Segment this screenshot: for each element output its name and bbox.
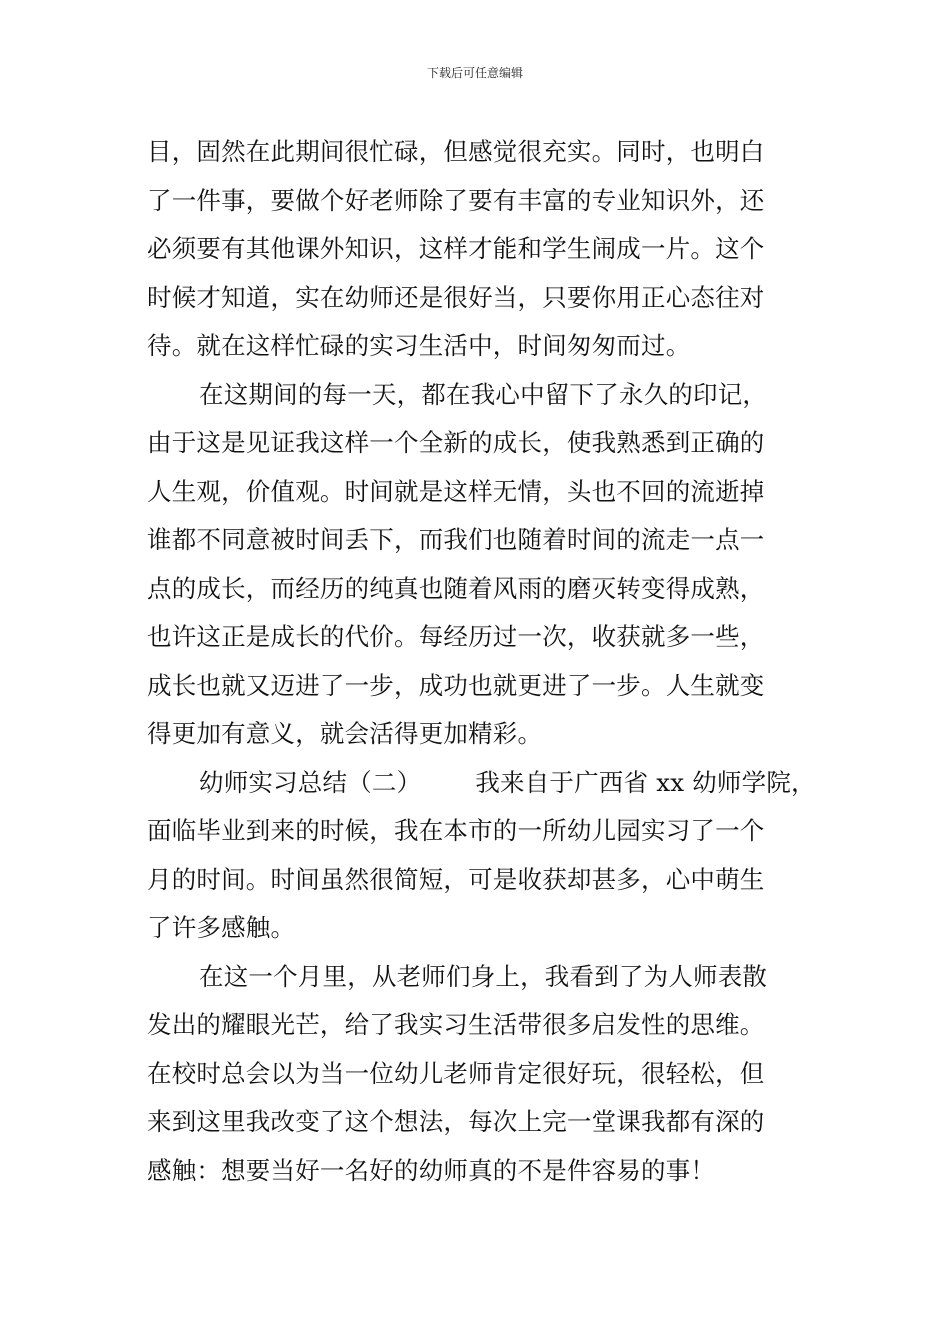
text-line: 发出的耀眼光芒，给了我实习生活带很多启发性的思维。: [147, 1010, 765, 1039]
text-line: 在校时总会以为当一位幼儿老师肯定很好玩，很轻松，但: [147, 1058, 765, 1088]
text-line: 谁都不同意被时间丢下，而我们也随着时间的流走一点一: [147, 525, 765, 554]
text-line: 了许多感触。: [147, 913, 296, 942]
paragraph-1: [147, 128, 837, 371]
page-header-note: 下载后可任意编辑: [426, 66, 523, 80]
section-title: 幼师实习总结（二）: [199, 767, 422, 797]
text-line: 月的时间。时间虽然很简短，可是收获却甚多，心中萌生: [147, 864, 765, 894]
text-line: 在这一个月里，从老师们身上，我看到了为人师表散: [199, 961, 768, 991]
section-title-line: [147, 759, 837, 808]
text-segment: 我来自于广西省 xx 幼师学院，: [475, 767, 816, 797]
text-line: 时候才知道，实在幼师还是很好当，只要你用正心态往对: [147, 282, 765, 312]
paragraph-3: [147, 759, 837, 953]
text-line: 来到这里我改变了这个想法，每次上完一堂课我都有深的: [147, 1107, 765, 1136]
text-line: 由于这是见证我这样一个全新的成长，使我熟悉到正确的: [147, 428, 765, 457]
text-line: 待。就在这样忙碌的实习生活中，时间匆匆而过。: [147, 331, 691, 360]
text-line: 人生观，价值观。时间就是这样无情，头也不回的流逝掉: [147, 476, 765, 506]
text-line: 了一件事，要做个好老师除了要有丰富的专业知识外，还: [147, 185, 765, 215]
text-line: 成长也就又迈进了一步，成功也就更进了一步。人生就变: [147, 670, 765, 700]
text-line: 必须要有其他课外知识，这样才能和学生闹成一片。这个: [147, 234, 765, 263]
text-line: 也许这正是成长的代价。每经历过一次，收获就多一些，: [147, 622, 765, 651]
paragraph-4: [147, 953, 837, 1196]
text-line: 在这期间的每一天，都在我心中留下了永久的印记，: [199, 379, 768, 409]
text-line: 点的成长，而经历的纯真也随着风雨的磨灭转变得成熟，: [147, 573, 765, 603]
text-line: 得更加有意义，就会活得更加精彩。: [147, 719, 543, 748]
text-line: 目，固然在此期间很忙碌，但感觉很充实。同时，也明白: [147, 137, 765, 166]
text-line: 面临毕业到来的时候，我在本市的一所幼儿园实习了一个: [147, 816, 765, 845]
text-line: 感触：想要当好一名好的幼师真的不是件容易的事！: [147, 1155, 716, 1185]
paragraph-2: [147, 371, 837, 759]
document-body: [147, 128, 837, 1195]
